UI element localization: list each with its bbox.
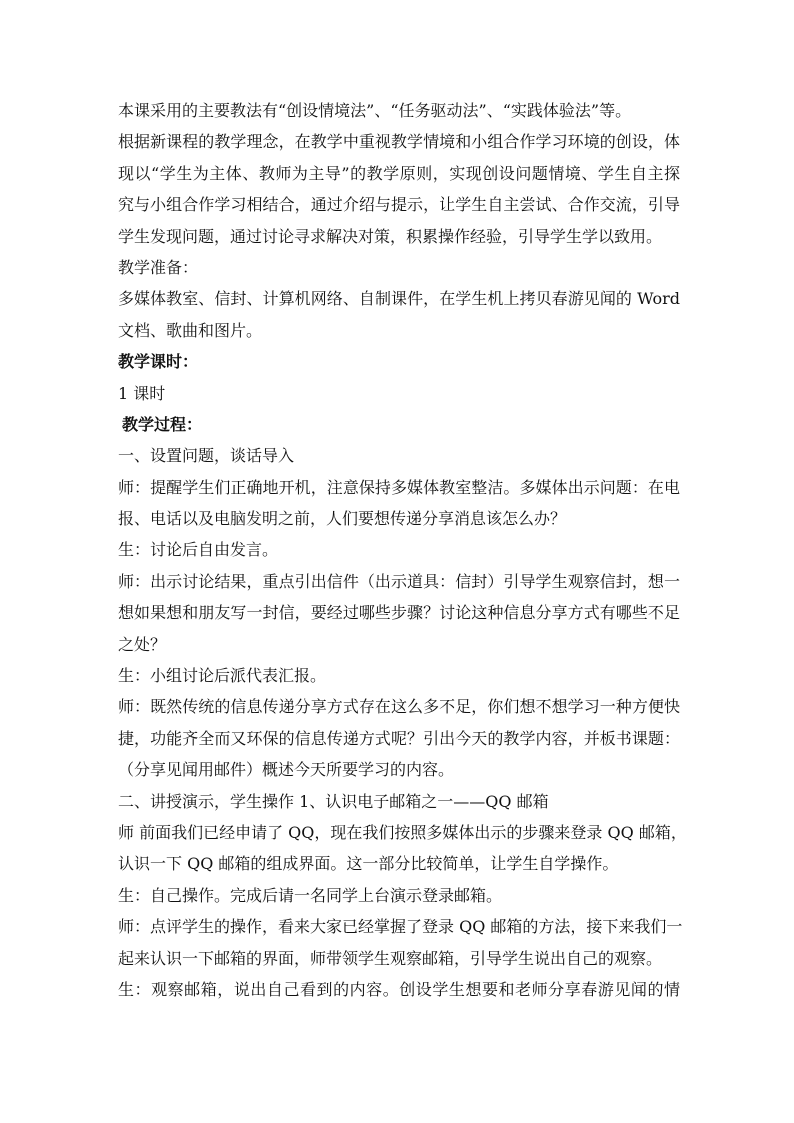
paragraph-line: 生：小组讨论后派代表汇报。 — [118, 666, 327, 686]
paragraph-line: 之处？ — [118, 634, 167, 654]
paragraph-line: 师 前面我们已经申请了 QQ，现在我们按照多媒体出示的步骤来登录 QQ 邮箱， — [118, 822, 687, 842]
paragraph-line: 现以“学生为主体、教师为主导”的教学原则，实现创设问题情境、学生自主探 — [118, 163, 680, 183]
section-label: 教学准备： — [118, 257, 199, 277]
paragraph-line: 报、电话以及电脑发明之前，人们要想传递分享消息该怎么办？ — [118, 509, 567, 529]
paragraph-line: 多媒体教室、信封、计算机网络、自制课件，在学生机上拷贝春游见闻的 Word — [118, 289, 680, 309]
paragraph-line: 想如果想和朋友写一封信，要经过哪些步骤？讨论这种信息分享方式有哪些不足 — [118, 603, 680, 623]
paragraph-line: 根据新课程的教学理念，在教学中重视教学情境和小组合作学习环境的创设，体 — [118, 132, 680, 152]
paragraph-line: 学生发现问题，通过讨论寻求解决对策，积累操作经验，引导学生学以致用。 — [118, 226, 663, 246]
paragraph-line: 认识一下 QQ 邮箱的组成界面。这一部分比较简单，让学生自学操作。 — [118, 854, 619, 874]
paragraph-line: 1 课时 — [118, 383, 166, 403]
document-page — [118, 95, 687, 1005]
paragraph-line: 生：自己操作。完成后请一名同学上台演示登录邮箱。 — [118, 885, 503, 905]
paragraph-line: 文档、歌曲和图片。 — [118, 320, 263, 340]
paragraph-line: 师：既然传统的信息传递分享方式存在这么多不足，你们想不想学习一种方便快 — [118, 697, 680, 717]
paragraph-line: 本课采用的主要教法有“创设情境法”、“任务驱动法”、“实践体验法”等。 — [118, 101, 632, 120]
paragraph-line: 生：讨论后自由发言。 — [118, 540, 279, 560]
section-heading: 教学课时： — [118, 352, 199, 372]
subsection-heading: 二、讲授演示，学生操作 1、认识电子邮箱之一——QQ 邮箱 — [118, 791, 549, 811]
paragraph-line: 师：出示讨论结果，重点引出信件（出示道具：信封）引导学生观察信封，想一 — [118, 571, 680, 591]
section-heading: 教学过程： — [122, 414, 203, 434]
paragraph-line: 师：提醒学生们正确地开机，注意保持多媒体教室整洁。多媒体出示问题：在电 — [118, 477, 680, 497]
subsection-heading: 一、设置问题，谈话导入 — [118, 446, 295, 466]
paragraph-line: 生：观察邮箱，说出自己看到的内容。创设学生想要和老师分享春游见闻的情 — [118, 979, 680, 999]
paragraph-line: 究与小组合作学习相结合，通过介绍与提示，让学生自主尝试、合作交流，引导 — [118, 195, 680, 215]
paragraph-line: 师：点评学生的操作，看来大家已经掌握了登录 QQ 邮箱的方法，接下来我们一 — [118, 917, 683, 937]
paragraph-line: 起来认识一下邮箱的界面，师带领学生观察邮箱，引导学生说出自己的观察。 — [118, 948, 663, 968]
paragraph-line: （分享见闻用邮件）概述今天所要学习的内容。 — [118, 760, 455, 780]
paragraph-line: 捷，功能齐全而又环保的信息传递方式呢？引出今天的教学内容，并板书课题： — [118, 728, 680, 748]
